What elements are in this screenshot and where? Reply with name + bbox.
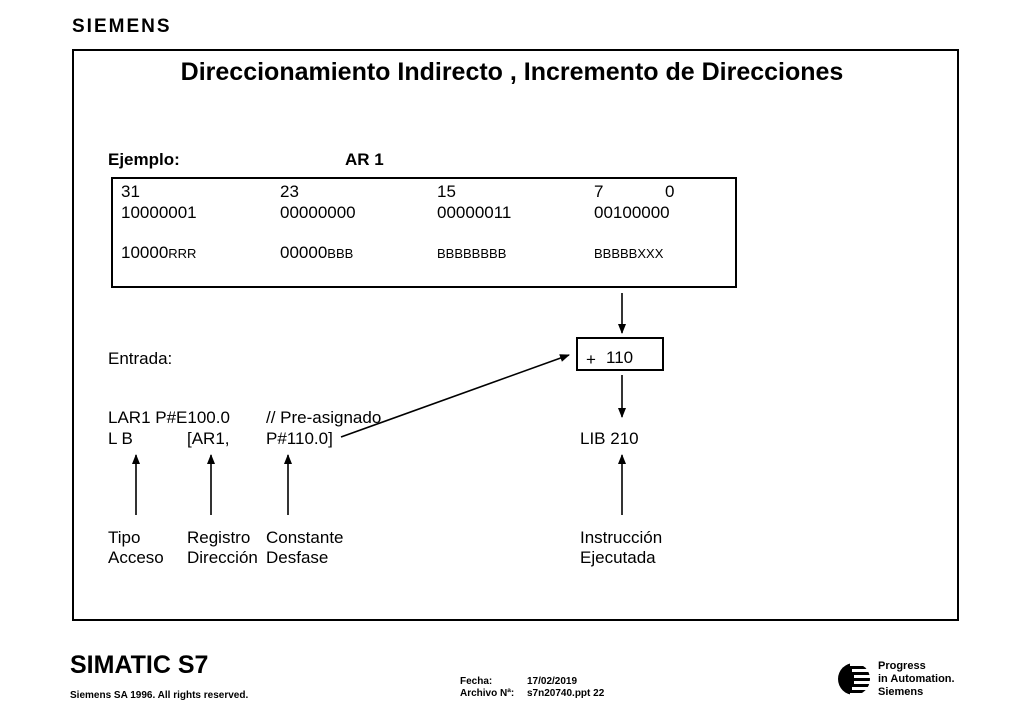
binary-byte: 10000001 [121,203,197,222]
bit-position: 0 [665,182,675,201]
slogan-line: Progress [878,660,926,672]
progress-logo-icon [838,663,876,696]
fecha-value: 17/02/2019 [527,676,578,687]
product-name: SIMATIC S7 [70,651,209,679]
copyright: Siemens SA 1996. All rights reserved. [70,690,249,701]
fecha-label: Fecha: [460,676,493,687]
slogan-line: Siemens [878,686,924,698]
annotation-line: Desfase [266,548,329,567]
annotation-line: Constante [266,528,344,547]
register-label: AR 1 [345,150,384,169]
bit-position: 31 [121,182,140,201]
binary-byte: 00100000 [594,203,670,222]
result-lib: LIB 210 [580,429,639,448]
bit-position: 15 [437,182,456,201]
format-suffix: BBB [327,246,354,261]
slogan [878,660,955,699]
code-op: L B [108,429,133,448]
offset-value: 110 [606,348,634,367]
archivo-label: Archivo Nª: [460,688,515,699]
annotation-line: Dirección [187,548,258,567]
bit-position: 23 [280,182,299,201]
example-label: Ejemplo: [108,150,180,169]
format-suffix: RRR [168,246,197,261]
annotation-line: Tipo [108,528,141,547]
annotation-line: Instrucción [580,528,663,547]
format-byte: BBBBBXXX [594,246,664,261]
annotation-line: Registro [187,528,251,547]
code-constant: P#110.0] [266,429,333,448]
format-prefix: 00000 [280,243,328,262]
archivo-value: s7n20740.ppt 22 [527,688,605,699]
arrow-constant-to-offset [341,355,569,437]
annotation-line: Acceso [108,548,164,567]
binary-byte: 00000000 [280,203,356,222]
format-prefix: 10000 [121,243,169,262]
code-register: [AR1, [187,429,230,448]
slogan-line: in Automation. [878,673,955,685]
annotation-line: Ejecutada [580,548,656,567]
format-byte: BBBBBBBB [437,246,507,261]
code-comment: // Pre-asignado [266,408,382,427]
siemens-logo-text: SIEMENS [72,16,172,37]
bit-position: 7 [594,182,604,201]
slide-title: Direccionamiento Indirecto , Incremento de Direcciones [180,58,844,86]
entrada-label: Entrada: [108,349,173,368]
code-lar1: LAR1 P#E100.0 [108,408,230,427]
plus-sign: + [586,350,596,369]
binary-byte: 00000011 [437,203,512,222]
